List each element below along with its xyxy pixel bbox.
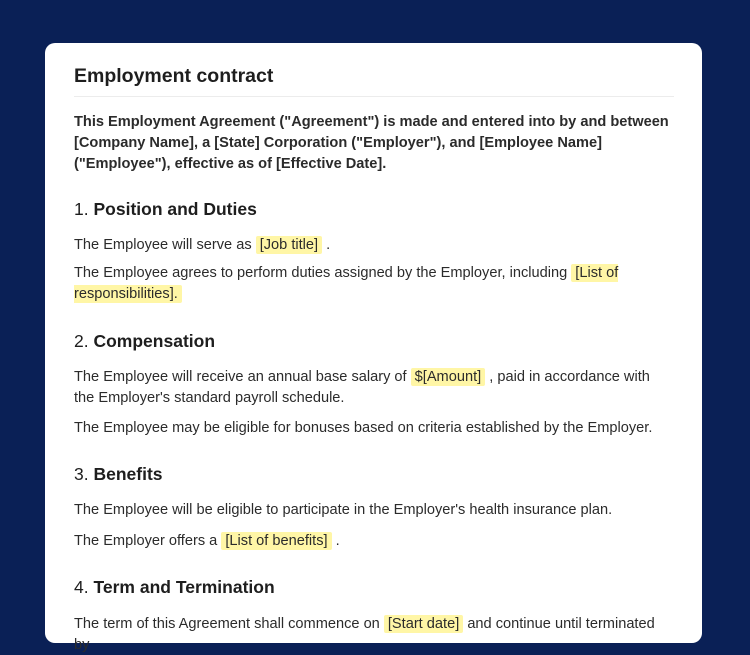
paragraph-health-insurance: The Employee will be eligible to participate in the Employer's health insurance plan.	[74, 502, 613, 519]
paragraph-text: .	[335, 532, 340, 549]
document-title: Employment contract	[74, 65, 274, 87]
section-title: Position and Duties	[93, 199, 257, 220]
paragraph-term	[74, 614, 674, 655]
section-title: Compensation	[93, 330, 216, 351]
section-number: 4.	[74, 576, 89, 597]
placeholder-start-date: [Start date]	[384, 615, 463, 633]
section-number: 2.	[74, 330, 89, 351]
title-divider	[74, 96, 674, 97]
placeholder-amount: $[Amount]	[411, 368, 486, 386]
section-heading-term-termination	[74, 575, 674, 599]
placeholder-benefits: [List of benefits]	[221, 532, 331, 550]
paragraph-benefits-list	[74, 531, 674, 552]
document-card	[45, 43, 702, 653]
paragraph-text: The Employee will serve as	[74, 237, 256, 254]
section-heading-position-duties	[74, 197, 674, 221]
paragraph-text: , paid in accordance with the Employer's standard payroll schedule.	[74, 368, 650, 406]
section-number: 3.	[74, 464, 89, 485]
paragraph-text: The Employer offers a	[74, 532, 222, 549]
paragraph-text: and continue until terminated by	[74, 615, 655, 653]
placeholder-responsibilities: [List of responsibilities].	[74, 265, 619, 302]
paragraph-text: The Employee will receive an annual base salary of	[74, 368, 411, 385]
paragraph-text: The Employee agrees to perform duties assigned by the Employer, including	[74, 265, 572, 282]
section-title: Benefits	[93, 464, 163, 485]
intro-paragraph: This Employment Agreement ("Agreement") is made and entered into by and between [Company Name], a [State] Corporation ("Employer"), and [Employee Name] ("Employee"), effective as of [Effective Date].	[74, 114, 669, 172]
section-number: 1.	[74, 199, 89, 220]
placeholder-job-title: [Job title]	[256, 236, 322, 254]
paragraph-salary	[74, 367, 674, 409]
paragraph-text: .	[326, 237, 331, 254]
paragraph-job-title	[74, 235, 674, 256]
paragraph-bonuses: The Employee may be eligible for bonuses based on criteria established by the Employer.	[74, 420, 653, 437]
section-heading-compensation	[74, 329, 674, 353]
section-title: Term and Termination	[93, 576, 275, 597]
section-heading-benefits	[74, 462, 674, 486]
paragraph-duties	[74, 263, 674, 305]
paragraph-text: The term of this Agreement shall commence on	[74, 615, 384, 632]
